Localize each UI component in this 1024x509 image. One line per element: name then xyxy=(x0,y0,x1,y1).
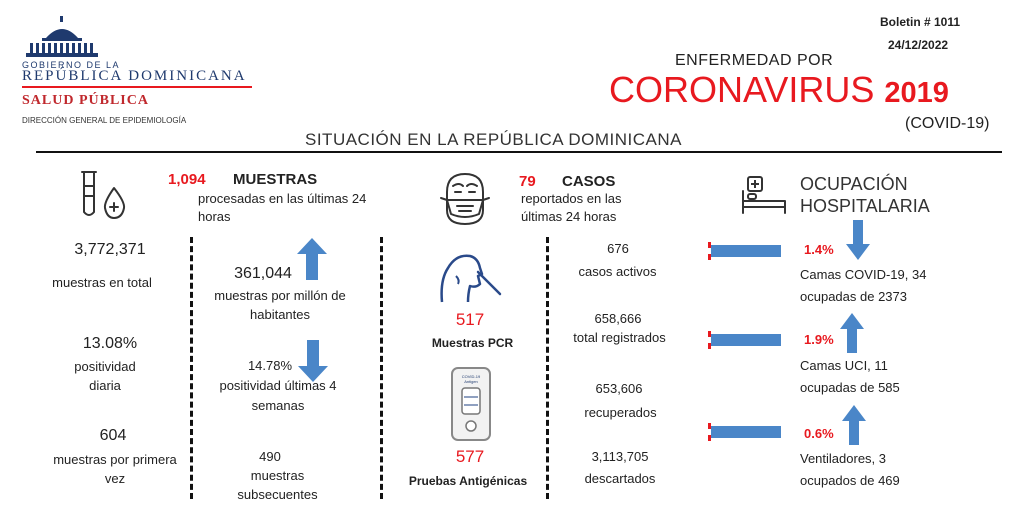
por-millon-value: 361,044 xyxy=(234,265,292,282)
positividad-diaria-value: 13.08% xyxy=(82,335,138,352)
muestras-count: 1,094 xyxy=(168,171,206,188)
total-registrados-label: total registrados xyxy=(573,330,666,345)
situacion-title: SITUACIÓN EN LA REPÚBLICA DOMINICANA xyxy=(305,130,682,149)
gov-line1: GOBIERNO DE LA xyxy=(22,60,121,70)
antigen-label: Pruebas Antigénicas xyxy=(408,474,528,488)
occupancy-label: Camas UCI, 11 ocupadas de 585 xyxy=(800,358,900,395)
covid-label: (COVID-19) xyxy=(905,115,990,132)
divider xyxy=(380,237,383,499)
up-arrow-icon xyxy=(297,238,327,280)
direccion: DIRECCIÓN GENERAL DE EPIDEMIOLOGÍA xyxy=(22,116,187,125)
hospital-bed-icon xyxy=(740,175,788,215)
pcr-value: 517 xyxy=(455,310,485,329)
muestras-total-label: muestras en total xyxy=(52,275,152,290)
occupancy-bar xyxy=(711,334,781,346)
recuperados-value: 653,606 xyxy=(595,381,643,396)
muestras-title: MUESTRAS xyxy=(233,171,318,188)
activos-label: casos activos xyxy=(578,264,657,279)
divider xyxy=(190,237,193,499)
primera-vez-value: 604 xyxy=(99,427,127,444)
casos-title: CASOS xyxy=(562,173,616,190)
antigen-value: 577 xyxy=(455,447,485,466)
subsecuentes-label: muestras subsecuentes xyxy=(237,468,318,502)
capitol-logo-icon xyxy=(22,16,102,58)
up-arrow-icon xyxy=(840,313,864,353)
subsecuentes-value: 490 xyxy=(259,449,281,464)
coronavirus-year: 2019 xyxy=(884,77,949,109)
ocupacion-title-line1: OCUPACIÓN xyxy=(800,174,908,194)
positividad-4sem-value: 14.78% xyxy=(247,358,293,373)
occupancy-label: Camas COVID-19, 34 ocupadas de 2373 xyxy=(800,267,927,304)
ocupacion-title-line2: HOSPITALARIA xyxy=(800,196,930,216)
header-rule xyxy=(36,151,1002,153)
por-millon-label: muestras por millón de habitantes xyxy=(214,288,346,322)
gov-line2: REPÚBLICA DOMINICANA xyxy=(22,68,247,84)
occupancy-bar xyxy=(711,426,781,438)
divider xyxy=(546,237,549,499)
recuperados-label: recuperados xyxy=(584,405,657,420)
salud-publica: SALUD PÚBLICA xyxy=(22,93,149,108)
antigen-card-text: COVID-19 Antigen xyxy=(461,374,481,384)
occupancy-label: Ventiladores, 3 ocupados de 469 xyxy=(800,451,900,488)
positividad-4sem-label: positividad últimas 4 semanas xyxy=(219,378,337,413)
casos-desc: reportados en las últimas 24 horas xyxy=(521,191,622,224)
boletin-number: Boletin # 1011 xyxy=(880,15,961,29)
occupancy-bar xyxy=(711,245,781,257)
occupancy-pct: 1.9% xyxy=(804,332,834,347)
masked-sick-face-icon xyxy=(437,170,493,228)
ocupacion-title xyxy=(800,173,930,217)
pcr-label: Muestras PCR xyxy=(431,336,514,350)
occupancy-pct: 0.6% xyxy=(804,426,834,441)
descartados-value: 3,113,705 xyxy=(591,449,649,464)
descartados-label: descartados xyxy=(584,471,656,486)
positividad-diaria-label: positividad diaria xyxy=(74,359,136,393)
up-arrow-icon xyxy=(842,405,866,445)
boletin-date: 24/12/2022 xyxy=(888,38,949,52)
logo-divider xyxy=(22,86,252,88)
enfermedad-por: ENFERMEDAD POR xyxy=(675,52,834,69)
muestras-total-value: 3,772,371 xyxy=(74,241,146,258)
test-tube-drop-icon xyxy=(78,166,132,224)
primera-vez-label: muestras por primera vez xyxy=(53,452,177,486)
total-registrados-value: 658,666 xyxy=(594,311,642,326)
down-arrow-icon xyxy=(846,220,870,260)
muestras-desc: procesadas en las últimas 24 horas xyxy=(198,191,367,224)
casos-count: 79 xyxy=(519,173,536,190)
coronavirus-title: CORONAVIRUS 2019 xyxy=(609,69,949,110)
nasal-swab-icon xyxy=(438,248,504,304)
occupancy-pct: 1.4% xyxy=(804,242,834,257)
activos-value: 676 xyxy=(607,241,629,256)
